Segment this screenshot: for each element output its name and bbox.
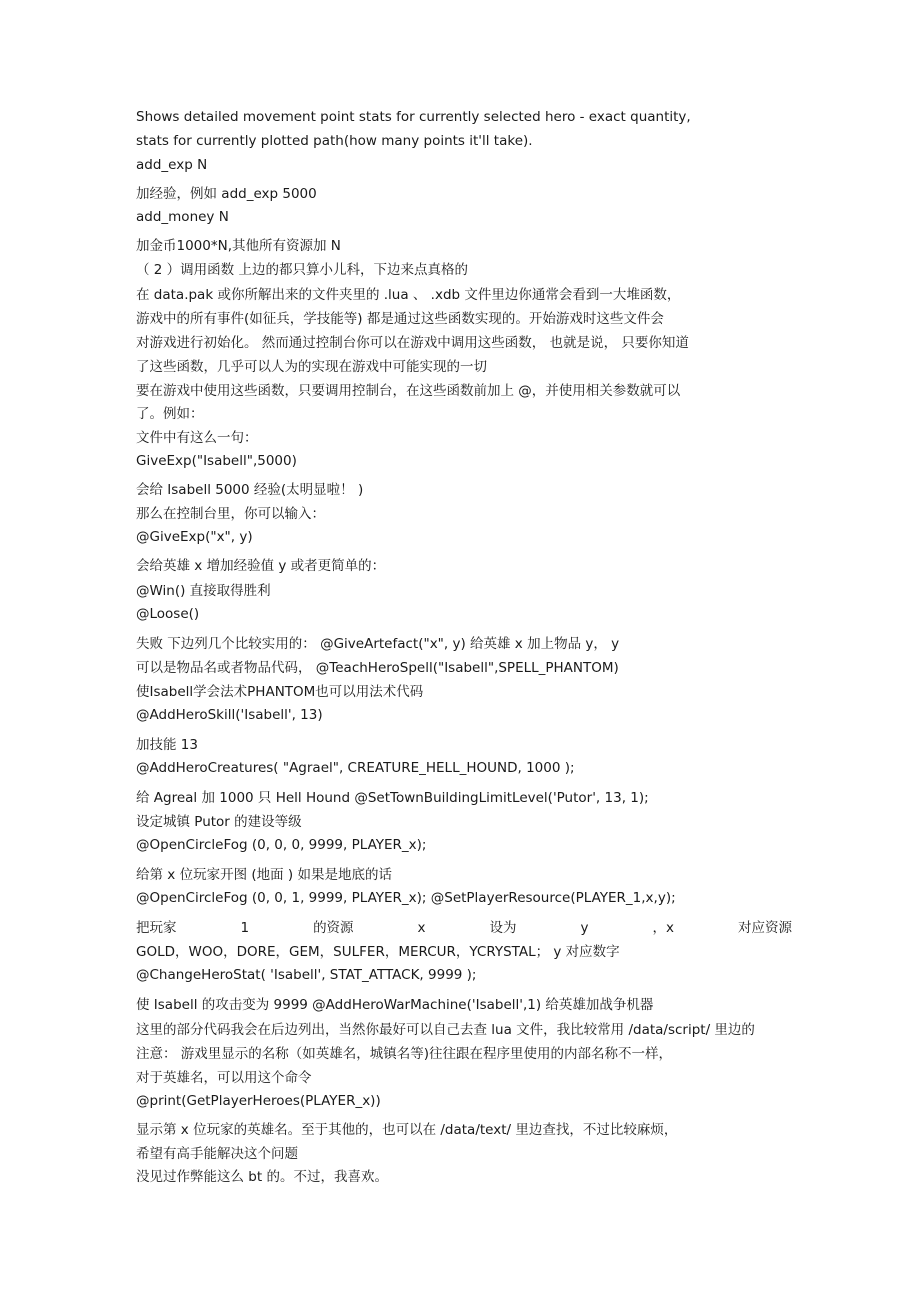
spread-cell-2: 1	[240, 920, 250, 936]
text-line-10: 对游戏进行初始化。 然而通过控制台你可以在游戏中调用这些函数， 也就是说， 只要你知道	[136, 335, 689, 351]
spread-cell-4: x	[417, 920, 426, 936]
text-line-22: 失败 下边列几个比较实用的： @GiveArtefact("x", y) 给英雄 x 加上物品 y， y	[136, 636, 620, 652]
text-line-36: 使 Isabell 的攻击变为 9999 @AddHeroWarMachine('Isabell',1) 给英雄加战争机器	[136, 997, 654, 1013]
text-line-30: @OpenCircleFog (0, 0, 0, 9999, PLAYER_x);	[136, 837, 427, 853]
text-line-42: 希望有高手能解决这个问题	[136, 1146, 298, 1162]
text-line-17: 那么在控制台里，你可以输入：	[136, 506, 325, 522]
text-line-37: 这里的部分代码我会在后边列出，当然你最好可以自己去查 lua 文件，我比较常用 /data/script/ 里边的	[136, 1022, 755, 1038]
text-line-32: @OpenCircleFog (0, 0, 1, 9999, PLAYER_x); @SetPlayerResource(PLAYER_1,x,y);	[136, 890, 676, 906]
text-line-3: add_exp N	[136, 157, 208, 173]
text-line-41: 显示第 x 位玩家的英雄名。至于其他的，也可以在 /data/text/ 里边查找，不过比较麻烦，	[136, 1122, 678, 1138]
spread-cell-1: 把玩家	[136, 920, 177, 936]
spread-cell-7: ，x	[652, 920, 674, 936]
text-line-1: Shows detailed movement point stats for currently selected hero - exact quantity,	[136, 109, 691, 125]
text-line-39: 对于英雄名，可以用这个命令	[136, 1070, 312, 1086]
text-line-18: @GiveExp("x", y)	[136, 529, 253, 545]
text-line-28: 给 Agreal 加 1000 只 Hell Hound @SetTownBuildingLimitLevel('Putor', 13, 1);	[136, 790, 649, 806]
text-line-16: 会给 Isabell 5000 经验(太明显啦！ )	[136, 482, 364, 498]
text-line-40: @print(GetPlayerHeroes(PLAYER_x))	[136, 1093, 381, 1109]
text-line-13: 了。例如：	[136, 406, 204, 422]
text-line-35: @ChangeHeroStat( 'Isabell', STAT_ATTACK, 9999 );	[136, 967, 477, 983]
text-line-29: 设定城镇 Putor 的建设等级	[136, 814, 302, 830]
text-line-19: 会给英雄 x 增加经验值 y 或者更简单的：	[136, 558, 386, 574]
spread-cell-5: 设为	[489, 920, 517, 936]
text-line-34: GOLD，WOO，DORE，GEM，SULFER，MERCUR，YCRYSTAL； y 对应数字	[136, 944, 620, 960]
text-line-14: 文件中有这么一句：	[136, 430, 258, 446]
text-line-27: @AddHeroCreatures( "Agrael", CREATURE_HELL_HOUND, 1000 );	[136, 760, 575, 776]
spread-cell-3: 的资源	[313, 920, 354, 936]
text-line-38: 注意： 游戏里显示的名称（如英雄名，城镇名等)往往跟在程序里使用的内部名称不一样，	[136, 1046, 673, 1062]
text-line-20: @Win() 直接取得胜利	[136, 583, 271, 599]
text-line-23: 可以是物品名或者物品代码， @TeachHeroSpell("Isabell",SPELL_PHANTOM)	[136, 660, 619, 676]
spread-cell-8: 对应资源	[737, 920, 792, 936]
spread-cell-6: y	[580, 920, 589, 936]
text-line-21: @Loose()	[136, 606, 200, 622]
text-line-11: 了这些函数，几乎可以人为的实现在游戏中可能实现的一切	[136, 359, 487, 375]
text-line-8: 在 data.pak 或你所解出来的文件夹里的 .lua 、 .xdb 文件里边你通常会看到一大堆函数，	[136, 287, 681, 303]
text-line-9: 游戏中的所有事件(如征兵，学技能等) 都是通过这些函数实现的。开始游戏时这些文件会	[136, 311, 664, 327]
text-line-6: 加金币1000*N,其他所有资源加 N	[136, 238, 341, 254]
text-line-25: @AddHeroSkill('Isabell', 13)	[136, 707, 323, 723]
text-line-43: 没见过作弊能这么 bt 的。不过，我喜欢。	[136, 1169, 388, 1185]
text-line-15: GiveExp("Isabell",5000)	[136, 453, 297, 469]
text-line-24: 使Isabell学会法术PHANTOM也可以用法术代码	[136, 684, 424, 700]
text-line-5: add_money N	[136, 209, 229, 225]
text-line-4: 加经验，例如 add_exp 5000	[136, 186, 317, 202]
text-line-7: （ 2 ）调用函数 上边的都只算小儿科，下边来点真格的	[136, 262, 468, 278]
resource-spread-line	[136, 919, 792, 937]
text-line-12: 要在游戏中使用这些函数，只要调用控制台，在这些函数前加上 @，并使用相关参数就可以	[136, 383, 681, 399]
text-line-26: 加技能 13	[136, 737, 198, 753]
text-line-2: stats for currently plotted path(how many points it'll take).	[136, 133, 533, 149]
text-line-31: 给第 x 位玩家开图 (地面 ) 如果是地底的话	[136, 867, 392, 883]
